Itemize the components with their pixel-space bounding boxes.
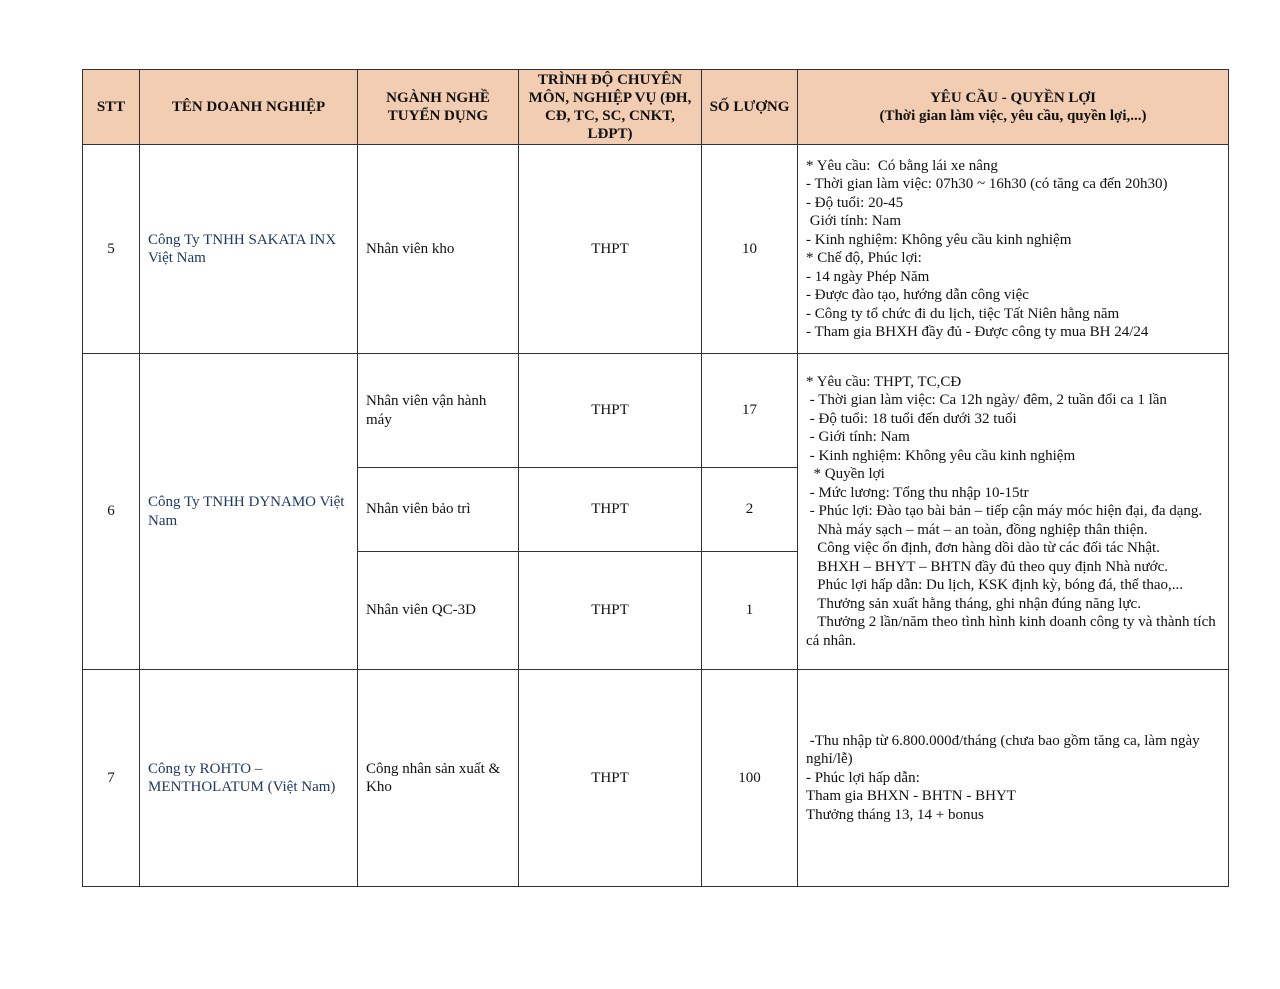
table-header-row: [83, 70, 1229, 145]
requirement-line: * Quyền lợi: [806, 466, 885, 483]
company-name: Công Ty TNHH SAKATA INX Việt Nam: [140, 145, 358, 354]
requirement-line: * Chế độ, Phúc lợi:: [806, 250, 922, 266]
header-level: TRÌNH ĐỘ CHUYÊN MÔN, NGHIỆP VỤ (ĐH, CĐ, TC, SC, CNKT, LĐPT): [519, 70, 702, 145]
company-name: Công Ty TNHH DYNAMO Việt Nam: [140, 354, 358, 670]
job-level: THPT: [519, 552, 702, 670]
requirement-line: BHXH – BHYT – BHTN đầy đủ theo quy định Nhà nước.: [806, 558, 1169, 575]
row-stt: 5: [83, 145, 140, 354]
requirement-line: Thưởng sản xuất hằng tháng, ghi nhận đúng năng lực.: [806, 595, 1141, 612]
header-requirements: [798, 70, 1229, 145]
header-job: NGÀNH NGHỀ TUYỂN DỤNG: [358, 70, 519, 145]
requirement-line: - Phúc lợi hấp dẫn:: [806, 769, 920, 786]
requirement-line: Giới tính: Nam: [806, 213, 902, 229]
requirement-line: - Thời gian làm việc: 07h30 ~ 16h30 (có tăng ca đến 20h30): [806, 176, 1168, 192]
requirement-line: - Mức lương: Tổng thu nhập 10-15tr: [806, 484, 1029, 501]
requirement-line: Công việc ổn định, đơn hàng dồi dào từ các đối tác Nhật.: [806, 540, 1160, 557]
requirement-line: Nhà máy sạch – mát – an toàn, đồng nghiệp thân thiện.: [806, 521, 1148, 538]
header-requirements-title: YÊU CẦU - QUYỀN LỢI: [930, 90, 1096, 106]
job-level: THPT: [519, 354, 702, 468]
requirement-line: * Yêu cầu: Có bằng lái xe nâng: [806, 157, 998, 174]
requirement-line: - Được đào tạo, hướng dẫn công việc: [806, 287, 1029, 303]
recruitment-table: [82, 69, 1229, 887]
job-title: Nhân viên kho: [358, 145, 519, 354]
requirement-line: Phúc lợi hấp dẫn: Du lịch, KSK định kỳ, bóng đá, thể thao,...: [806, 577, 1184, 594]
job-title: Nhân viên vận hành máy: [358, 354, 519, 468]
table-row: [83, 354, 1229, 468]
job-title: Công nhân sản xuất & Kho: [358, 670, 519, 887]
requirements-cell: [798, 354, 1229, 670]
table-row: [83, 145, 1229, 354]
job-level: THPT: [519, 670, 702, 887]
table-row: [83, 670, 1229, 887]
requirement-line: Thưởng tháng 13, 14 + bonus: [806, 806, 984, 823]
job-level: THPT: [519, 468, 702, 552]
job-quantity: 17: [702, 354, 798, 468]
requirement-line: * Yêu cầu: THPT, TC,CĐ: [806, 373, 962, 390]
job-title: Nhân viên bảo trì: [358, 468, 519, 552]
row-stt: 6: [83, 354, 140, 670]
requirement-line: - Kinh nghiệm: Không yêu cầu kinh nghiệm: [806, 231, 1072, 248]
requirement-line: - Công ty tổ chức đi du lịch, tiệc Tất Niên hằng năm: [806, 305, 1120, 322]
job-level: THPT: [519, 145, 702, 354]
job-title: Nhân viên QC-3D: [358, 552, 519, 670]
requirement-line: - Giới tính: Nam: [806, 429, 910, 446]
requirement-line: Thưởng 2 lần/năm theo tình hình kinh doanh công ty và thành tích cá nhân.: [806, 614, 1220, 649]
row-stt: 7: [83, 670, 140, 887]
job-quantity: 100: [702, 670, 798, 887]
requirement-line: - Kinh nghiệm: Không yêu cầu kinh nghiệm: [806, 447, 1076, 464]
requirement-line: - Độ tuổi: 18 tuổi đến dưới 32 tuổi: [806, 410, 1017, 427]
company-name: Công ty ROHTO – MENTHOLATUM (Việt Nam): [140, 670, 358, 887]
requirement-line: - Thời gian làm việc: Ca 12h ngày/ đêm, 2 tuần đổi ca 1 lần: [806, 392, 1167, 409]
job-quantity: 2: [702, 468, 798, 552]
requirement-line: - Độ tuổi: 20-45: [806, 194, 904, 211]
requirement-line: -Thu nhập từ 6.800.000đ/tháng (chưa bao gồm tăng ca, làm ngày nghỉ/lễ): [806, 732, 1204, 768]
requirements-cell: [798, 670, 1229, 887]
job-quantity: 10: [702, 145, 798, 354]
header-stt: STT: [83, 70, 140, 145]
requirement-line: - Tham gia BHXH đầy đủ - Được công ty mua BH 24/24: [806, 324, 1149, 340]
requirement-line: Tham gia BHXN - BHTN - BHYT: [806, 788, 1016, 805]
header-requirements-subtitle: (Thời gian làm việc, yêu cầu, quyền lợi,...): [879, 108, 1147, 124]
job-quantity: 1: [702, 552, 798, 670]
requirement-line: - 14 ngày Phép Năm: [806, 268, 930, 285]
header-quantity: SỐ LƯỢNG: [702, 70, 798, 145]
requirements-cell: [798, 145, 1229, 354]
header-company: TÊN DOANH NGHIỆP: [140, 70, 358, 145]
requirement-line: - Phúc lợi: Đào tạo bài bản – tiếp cận máy móc hiện đại, đa dạng.: [806, 503, 1203, 520]
